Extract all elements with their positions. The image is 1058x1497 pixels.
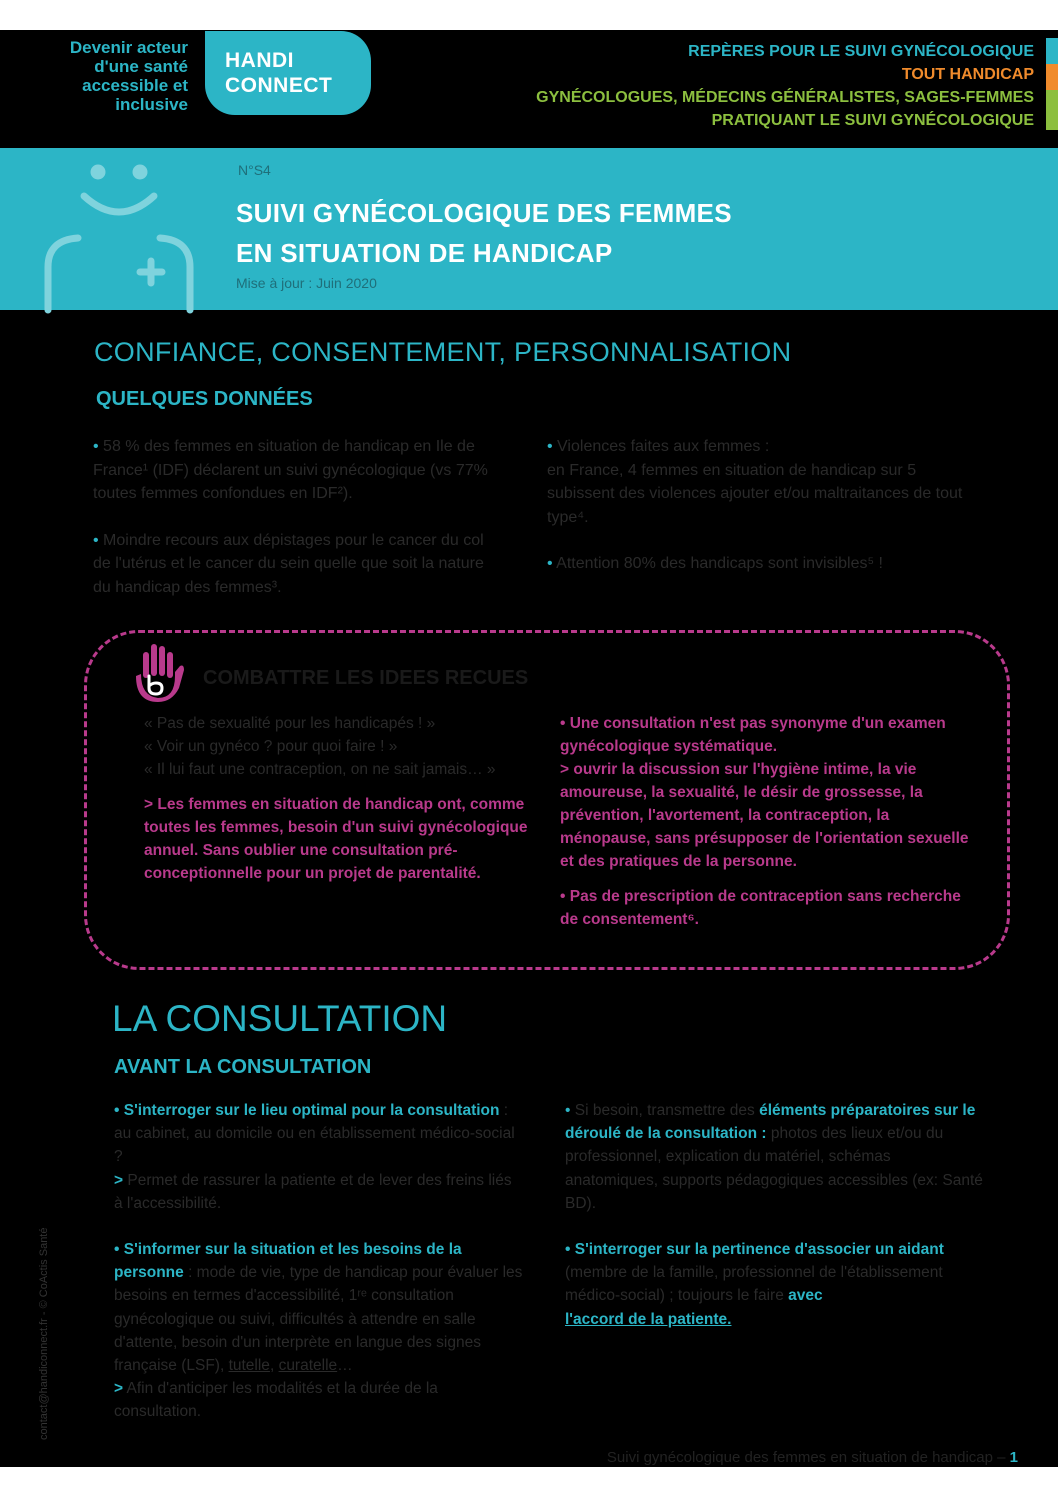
tutelle-link[interactable]: tutelle <box>228 1357 270 1375</box>
quote-3: « Il lui faut une contraception, on ne sait jamais… » <box>144 761 496 778</box>
page-title-line1: SUIVI GYNÉCOLOGIQUE DES FEMMES <box>236 198 732 228</box>
color-stripe-teal <box>1046 38 1058 64</box>
page-title-line2: EN SITUATION DE HANDICAP <box>236 238 613 268</box>
ideas-right-point2: > ouvrir la discussion sur l'hygiène intime, la vie amoureuse, la sexualité, le désir de grossesse, la prévention, l'avortement, la contraception, la ménopause, sans présupposer de l'orientation sexuelle et des pratiques de la personne. <box>560 761 969 870</box>
section-title-consultation: LA CONSULTATION <box>112 998 448 1039</box>
bullet-icon: • <box>93 438 104 455</box>
logo-line2: CONNECT <box>225 74 333 97</box>
data-point-violences: • Violences faites aux femmes : en France, 4 femmes en situation de handicap sur 5 subissent des violences ajouter et/ou maltraitances de tout type⁴. <box>547 438 963 526</box>
consult-point-lieu: • S'interroger sur le lieu optimal pour la consultation : au cabinet, au domicile ou en établissement médico-social ? > Permet de rassurer la patiente et de lever des freins liés à l'accessibilité. <box>114 1102 515 1212</box>
ideas-right-point1: • Une consultation n'est pas synonyme d'un examen gynécologique systématique. <box>560 715 946 755</box>
ideas-title: COMBATTRE LES IDEES RECUES <box>203 667 529 689</box>
data-left-column <box>93 435 503 622</box>
data-point-suivi: • 58 % des femmes en situation de handicap en Ile de France¹ (IDF) déclarent un suivi gynécologique (vs 77% toutes femmes confondues en IDF²). <box>93 438 488 502</box>
subtitle-avant: AVANT LA CONSULTATION <box>114 1056 372 1078</box>
side-credit: contact@handiconnect.fr - © CoActis Santé <box>38 1227 50 1440</box>
quote-2: « Voir un gynéco ? pour quoi faire ! » <box>144 738 398 755</box>
header-audience <box>536 40 1034 132</box>
update-date: Mise à jour : Juin 2020 <box>236 275 377 291</box>
header-line4: PRATIQUANT LE SUIVI GYNÉCOLOGIQUE <box>711 112 1034 129</box>
smiley-doctor-icon <box>40 162 200 314</box>
fiche-number: N°S4 <box>238 162 271 178</box>
consult-left <box>114 1099 524 1447</box>
bullet-icon: • <box>547 438 558 455</box>
logo-line1: HANDI <box>225 49 294 72</box>
quote-1: « Pas de sexualité pour les handicapés ! » <box>144 715 436 732</box>
ideas-right <box>560 712 970 931</box>
tagline: Devenir acteur d'une santé accessible et inclusive <box>69 38 188 114</box>
consult-point-aidant: • S'interroger sur la pertinence d'associer un aidant (membre de la famille, professionnel de l'établissement médico-social) ; toujours le faire avec l'accord de la patiente. <box>565 1241 944 1328</box>
color-stripe-green <box>1046 90 1058 130</box>
page-footer: Suivi gynécologique des femmes en situation de handicap – 1 <box>606 1449 1018 1466</box>
consult-point-situation: • S'informer sur la situation et les besoins de la personne : mode de vie, type de handicap pour évaluer les besoins en termes d'accessibilité, 1ʳᵉ consultation gynécologique ou suivi, difficultés à attendre en salle d'attente, besoin d'un interprète en langue des signes française (LSF), tutelle, curatelle… > Afin d'anticiper les modalités et la durée de la consultation. <box>114 1241 523 1421</box>
header-line3: GYNÉCOLOGUES, MÉDECINS GÉNÉRALISTES, SAGES-FEMMES <box>536 89 1034 106</box>
accord-link[interactable]: l'accord de la patiente. <box>565 1310 732 1328</box>
data-point-invisibles: • Attention 80% des handicaps sont invisibles⁵ ! <box>547 555 883 572</box>
subtitle-donnees: QUELQUES DONNÉES <box>96 388 313 410</box>
ideas-left-message: > Les femmes en situation de handicap ont, comme toutes les femmes, besoin d'un suivi gynécologique annuel. Sans oublier une consultation pré-conceptionnelle pour un projet de parentalité. <box>144 796 528 882</box>
logo[interactable] <box>205 31 371 115</box>
header-line2: TOUT HANDICAP <box>901 66 1034 83</box>
hand-icon <box>130 642 188 702</box>
bullet-icon: • <box>547 555 557 572</box>
data-right-column <box>547 435 967 599</box>
section-title-confiance: CONFIANCE, CONSENTEMENT, PERSONNALISATION <box>94 337 792 367</box>
bullet-icon: • <box>93 531 104 549</box>
header-line1: REPÈRES POUR LE SUIVI GYNÉCOLOGIQUE <box>688 43 1034 60</box>
curatelle-link[interactable]: curatelle <box>278 1357 338 1375</box>
page-number: 1 <box>1009 1449 1018 1466</box>
ideas-left <box>144 712 544 885</box>
consult-point-elements: • Si besoin, transmettre des éléments préparatoires sur le déroulé de la consultation : photos des lieux et/ou du professionnel, explication du matériel, schémas anatomiques, supports pédagogiques accessibles (ex: Santé BD). <box>565 1102 983 1212</box>
data-point-depistage: • Moindre recours aux dépistages pour le cancer du col de l'utérus et le cancer du sein quelle que soit la nature du handicap des femmes³. <box>93 531 484 596</box>
ideas-right-point3: • Pas de prescription de contraception sans recherche de consentement⁶. <box>560 888 961 928</box>
page-title <box>236 193 732 273</box>
color-stripe-orange <box>1046 64 1058 90</box>
consult-right <box>565 1099 985 1354</box>
